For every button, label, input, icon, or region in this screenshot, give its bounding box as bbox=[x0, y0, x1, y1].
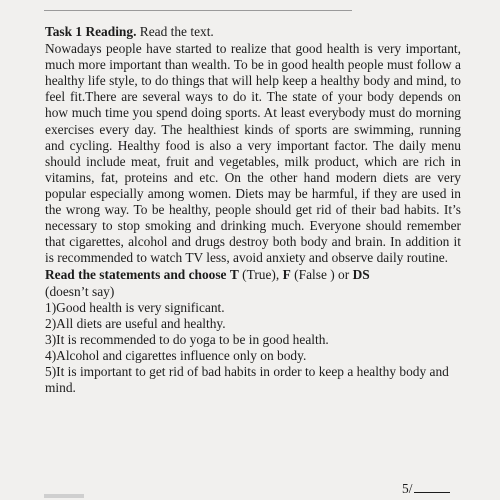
statement-5: 5)It is important to get rid of bad habits in order to keep a healthy body and mind. bbox=[45, 363, 449, 396]
task-heading bbox=[45, 24, 461, 40]
option-ds-desc: (doesn’t say) bbox=[45, 283, 115, 299]
score-blank-line[interactable] bbox=[414, 480, 450, 493]
option-ds-letter: DS bbox=[352, 267, 370, 283]
score-value: 5/ bbox=[402, 481, 413, 496]
score-field bbox=[402, 480, 450, 497]
exercise-instruction bbox=[45, 267, 461, 299]
option-false-desc: (False ) or bbox=[294, 267, 350, 283]
option-true-letter: T bbox=[229, 267, 239, 283]
statement-4: 4)Alcohol and cigarettes influence only on body. bbox=[45, 347, 307, 363]
reading-text: Nowadays people have started to realize that good health is very important, much more important than wealth. To be in good health people must follow a healthy life style, to do things that will help keep a healthy body and mind, to feel fit.There are several ways to do it. The state of your body depends on how much time you spend doing sports. At least everybody must do morning exercises every day. The healthiest kinds of sports are swimming, running and cycling. Healthy food is also a very important factor. The daily menu should include meat, fruit and vegetables, milk product, which are rich in vitamins, fat, proteins and etc. On the other hand modern diets are very popular especially among women. Diets may be harmful, if they are used in the wrong way. To be healthy, people should get rid of their bad habits. It’s necessary to stop smoking and drinking much. Everyone should remember that cigarettes, alcohol and drugs destroy both body and brain. In addition it is recommended to watch TV less, avoid anxiety and observe daily routine. bbox=[45, 41, 461, 266]
statement-1: 1)Good health is very significant. bbox=[45, 299, 225, 315]
exercise-intro: Read the statements and choose bbox=[45, 267, 227, 283]
top-divider bbox=[44, 10, 352, 11]
cropped-footer-mark bbox=[44, 494, 84, 498]
option-true-desc: (True), bbox=[242, 267, 280, 283]
option-false-letter: F bbox=[282, 267, 291, 283]
task-label: Task 1 Reading. bbox=[45, 24, 137, 39]
task-instruction: Read the text. bbox=[139, 24, 214, 39]
reading-task bbox=[45, 24, 461, 396]
statement-2: 2)All diets are useful and healthy. bbox=[45, 315, 226, 331]
statement-3: 3)It is recommended to do yoga to be in good health. bbox=[45, 331, 329, 347]
